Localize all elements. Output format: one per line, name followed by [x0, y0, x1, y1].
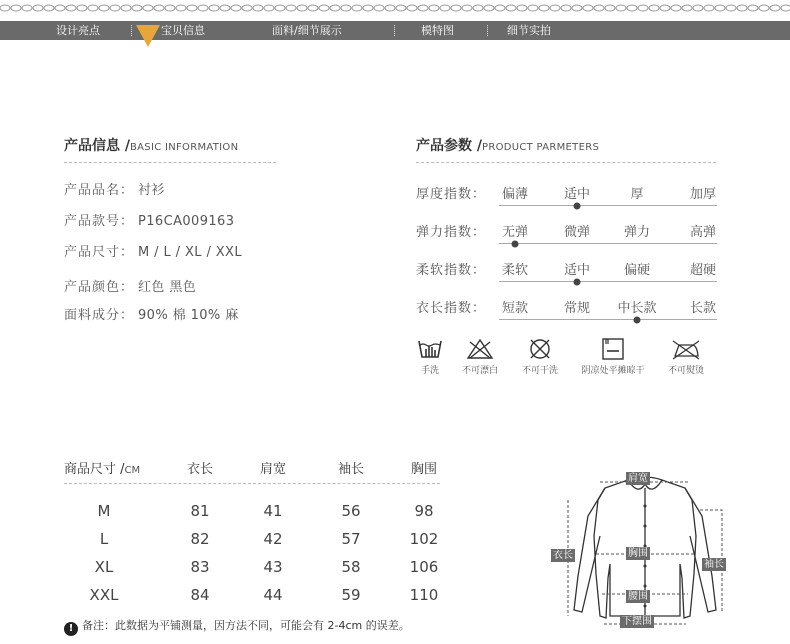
- chain-link: [682, 5, 692, 11]
- size-cell: 102: [409, 530, 439, 548]
- chain-link: [539, 5, 549, 11]
- active-nav-arrow-icon: [136, 25, 160, 47]
- size-cell-size: XXL: [89, 586, 119, 604]
- chain-link: [583, 5, 593, 11]
- nav-item-design[interactable]: 设计亮点: [56, 24, 100, 37]
- info-row-size: 产品尺寸： M / L / XL / XXL: [64, 245, 243, 260]
- product-params-title-en: PRODUCT PARMETERS: [482, 142, 600, 153]
- size-table-divider: [64, 483, 440, 484]
- diagram-label-sleeve: 袖长: [704, 559, 724, 570]
- chain-link: [561, 5, 571, 11]
- chain-link: [396, 5, 406, 11]
- param-option: 微弹: [563, 225, 591, 240]
- care-no-iron: [651, 337, 721, 376]
- chain-link: [726, 5, 736, 11]
- param-option: 弹力: [623, 225, 651, 240]
- chain-link: [770, 5, 780, 11]
- size-cell: 57: [341, 530, 361, 548]
- param-indicator-softness: [574, 279, 581, 286]
- param-option: 长款: [689, 301, 717, 316]
- param-option: 常规: [563, 301, 591, 316]
- chain-link: [407, 5, 417, 11]
- param-option: 适中: [563, 263, 591, 278]
- size-cell: 44: [263, 586, 283, 604]
- chain-link: [220, 5, 230, 11]
- chain-link: [374, 5, 384, 11]
- chain-link: [693, 5, 703, 11]
- basic-info-divider: [64, 162, 276, 163]
- chain-link: [385, 5, 395, 11]
- param-indicator-elasticity: [512, 241, 519, 248]
- chain-link: [473, 5, 483, 11]
- info-row-code: 产品款号： P16CA009163: [64, 214, 235, 229]
- nav-item-fabric-detail[interactable]: 面料/细节展示: [272, 24, 342, 37]
- no-bleach-icon: [465, 337, 495, 361]
- chain-link: [594, 5, 604, 11]
- size-table-header-size: 商品尺寸 /CM: [64, 462, 141, 477]
- param-track-elasticity: [499, 243, 717, 244]
- care-label: 不可漂白: [461, 366, 498, 376]
- chain-link: [297, 5, 307, 11]
- chain-link: [11, 5, 21, 11]
- chain-link: [363, 5, 373, 11]
- chain-link: [737, 5, 747, 11]
- care-label: 不可干洗: [521, 366, 558, 376]
- size-table-header-length: 衣长: [186, 462, 214, 477]
- chain-link: [605, 5, 615, 11]
- chain-link: [319, 5, 329, 11]
- chain-link: [418, 5, 428, 11]
- size-cell: 81: [190, 502, 210, 520]
- chain-link: [22, 5, 32, 11]
- chain-link: [330, 5, 340, 11]
- chain-link: [33, 5, 43, 11]
- size-cell-size: L: [99, 530, 109, 548]
- param-indicator-length: [634, 317, 641, 324]
- chain-link: [451, 5, 461, 11]
- care-label: 不可熨烫: [667, 366, 704, 376]
- top-nav-bar: [0, 21, 790, 40]
- param-label-length: 衣长指数：: [416, 301, 487, 316]
- chain-link: [638, 5, 648, 11]
- param-option: 无弹: [501, 225, 529, 240]
- product-params-title-cn: 产品参数 /: [416, 138, 482, 154]
- info-row-color: 产品颜色： 红色 黑色: [64, 280, 197, 295]
- info-row-name: 产品品名： 衬衫: [64, 183, 165, 198]
- diagram-label-waist: 腰围: [628, 591, 648, 602]
- param-indicator-thickness: [574, 203, 581, 210]
- basic-info-title: [64, 135, 238, 155]
- nav-separator: [131, 25, 132, 36]
- chain-link: [429, 5, 439, 11]
- diagram-label-shoulder: 肩宽: [628, 473, 648, 484]
- chain-link: [286, 5, 296, 11]
- chain-link: [242, 5, 252, 11]
- param-option: 偏硬: [623, 263, 651, 278]
- chain-link: [121, 5, 131, 11]
- param-option: 适中: [563, 187, 591, 202]
- chain-link: [308, 5, 318, 11]
- size-cell-size: M: [97, 502, 111, 520]
- param-option: 柔软: [501, 263, 529, 278]
- info-row-fabric: 面料成分： 90% 棉 10% 麻: [64, 308, 239, 323]
- param-track-thickness: [499, 205, 717, 206]
- chain-link: [627, 5, 637, 11]
- size-table-header-sleeve: 袖长: [337, 462, 365, 477]
- param-option: 高弹: [689, 225, 717, 240]
- chain-link: [550, 5, 560, 11]
- size-cell: 106: [409, 558, 439, 576]
- param-label-thickness: 厚度指数：: [416, 187, 487, 202]
- chain-link: [341, 5, 351, 11]
- basic-info-title-cn: 产品信息 /: [64, 138, 130, 154]
- care-label: 阴凉处平摊晾干: [581, 366, 645, 376]
- product-params-title: [416, 135, 599, 155]
- chain-link: [572, 5, 582, 11]
- param-option: 加厚: [689, 187, 717, 202]
- param-option: 偏薄: [501, 187, 529, 202]
- chain-link: [462, 5, 472, 11]
- chain-link: [99, 5, 109, 11]
- chain-link: [495, 5, 505, 11]
- chain-link: [781, 5, 790, 11]
- chain-link: [671, 5, 681, 11]
- chain-link: [660, 5, 670, 11]
- chain-link: [66, 5, 76, 11]
- care-label: 手洗: [420, 366, 439, 376]
- chain-link: [143, 5, 153, 11]
- size-cell: 59: [341, 586, 361, 604]
- shade-flat-dry-icon: [598, 337, 628, 361]
- chain-link: [484, 5, 494, 11]
- chain-link: [110, 5, 120, 11]
- chain-link: [88, 5, 98, 11]
- product-params-divider: [416, 162, 716, 163]
- chain-link: [209, 5, 219, 11]
- nav-item-model[interactable]: 模特图: [421, 24, 454, 37]
- care-no-dry-clean: [505, 337, 575, 376]
- param-label-softness: 柔软指数：: [416, 263, 487, 278]
- param-option: 中长款: [617, 301, 657, 316]
- warning-icon: !: [64, 622, 78, 636]
- care-shade-flat-dry: [578, 337, 648, 376]
- chain-link: [352, 5, 362, 11]
- chain-link: [264, 5, 274, 11]
- size-cell: 41: [263, 502, 283, 520]
- chain-link: [77, 5, 87, 11]
- size-cell: 82: [190, 530, 210, 548]
- size-cell-size: XL: [94, 558, 114, 576]
- chain-link: [132, 5, 142, 11]
- nav-item-product-info[interactable]: 宝贝信息: [161, 24, 205, 37]
- chain-link: [187, 5, 197, 11]
- chain-link: [154, 5, 164, 11]
- chain-link: [231, 5, 241, 11]
- diagram-label-chest: 胸围: [628, 548, 648, 559]
- note-text: 备注：此数据为平铺测量，因方法不同，可能会有 2-4cm 的误差。: [82, 619, 410, 632]
- diagram-label-length: 衣长: [553, 550, 573, 561]
- size-table-header-chest: 胸围: [410, 462, 438, 477]
- chain-link: [176, 5, 186, 11]
- chain-link: [198, 5, 208, 11]
- chain-link: [715, 5, 725, 11]
- chain-link: [55, 5, 65, 11]
- chain-link: [759, 5, 769, 11]
- param-option: 短款: [501, 301, 529, 316]
- chain-link: [528, 5, 538, 11]
- param-label-elasticity: 弹力指数：: [416, 225, 487, 240]
- chain-decoration: [0, 2, 790, 14]
- no-dry-clean-icon: [525, 337, 555, 361]
- size-cell: 58: [341, 558, 361, 576]
- chain-link: [748, 5, 758, 11]
- chain-link: [165, 5, 175, 11]
- nav-separator: [394, 25, 395, 36]
- size-cell: 83: [190, 558, 210, 576]
- size-table-header-shoulder: 肩宽: [259, 462, 287, 477]
- chain-link: [517, 5, 527, 11]
- param-option: 超硬: [689, 263, 717, 278]
- size-cell: 84: [190, 586, 210, 604]
- size-cell: 42: [263, 530, 283, 548]
- hand-wash-icon: [415, 337, 445, 361]
- nav-item-detail-photos[interactable]: 细节实拍: [507, 24, 551, 37]
- param-track-length: [499, 319, 717, 320]
- size-cell: 56: [341, 502, 361, 520]
- chain-link: [440, 5, 450, 11]
- measurement-note: [64, 617, 410, 636]
- chain-link: [649, 5, 659, 11]
- chain-link: [616, 5, 626, 11]
- size-cell: 43: [263, 558, 283, 576]
- chain-link: [253, 5, 263, 11]
- param-option: 厚: [630, 187, 644, 202]
- chain-link: [44, 5, 54, 11]
- param-track-softness: [499, 281, 717, 282]
- no-iron-icon: [670, 337, 702, 361]
- basic-info-title-en: BASIC INFORMATION: [130, 142, 239, 153]
- chain-link: [275, 5, 285, 11]
- chain-link: [0, 5, 10, 11]
- chain-link: [506, 5, 516, 11]
- size-cell: 98: [414, 502, 434, 520]
- size-cell: 110: [409, 586, 439, 604]
- chain-link: [704, 5, 714, 11]
- nav-separator: [487, 25, 488, 36]
- diagram-label-hem: 下摆围: [622, 616, 652, 627]
